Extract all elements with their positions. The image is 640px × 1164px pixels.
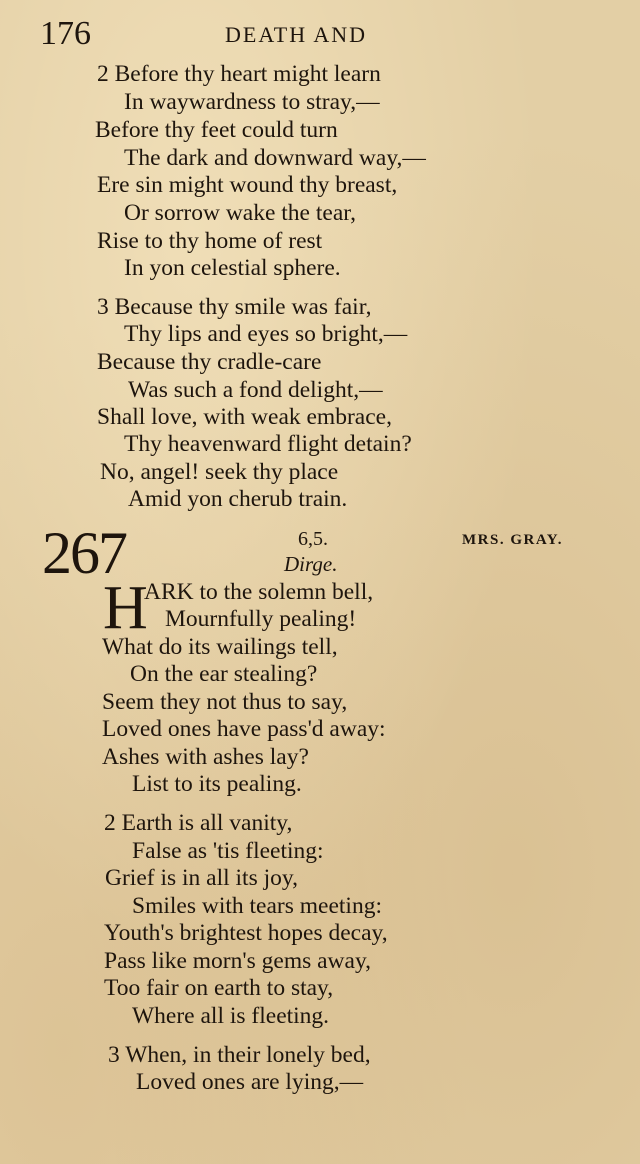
page-header xyxy=(0,14,640,54)
verse-line: Loved ones have pass'd away: xyxy=(102,716,386,742)
verse-line: ARK to the solemn bell, xyxy=(144,579,374,605)
verse-line: What do its wailings tell, xyxy=(102,634,338,660)
verse-line: Pass like morn's gems away, xyxy=(104,948,372,974)
hymn-number: 267 xyxy=(42,520,126,586)
verse-line: 3 Because thy smile was fair, xyxy=(97,294,372,320)
verse-line: 3 When, in their lonely bed, xyxy=(108,1042,371,1068)
verse-line: 2 Before thy heart might learn xyxy=(97,61,381,87)
verse-line: Thy lips and eyes so bright,— xyxy=(124,321,408,347)
verse-line: Youth's brightest hopes decay, xyxy=(104,920,388,946)
verse-line: Or sorrow wake the tear, xyxy=(124,200,357,226)
verse-line: Smiles with tears meeting: xyxy=(132,893,382,919)
verse-line: Thy heavenward flight detain? xyxy=(124,431,412,457)
verse-line: Ere sin might wound thy breast, xyxy=(97,172,398,198)
verse-line: Loved ones are lying,— xyxy=(136,1069,364,1095)
verse-line: Because thy cradle-care xyxy=(97,349,322,375)
verse-line: Seem they not thus to say, xyxy=(102,689,348,715)
verse-line: In waywardness to stray,— xyxy=(124,89,380,115)
hymn-author: MRS. GRAY. xyxy=(462,532,563,548)
verse-line: Too fair on earth to stay, xyxy=(104,975,334,1001)
page-number: 176 xyxy=(40,15,91,52)
verse-line: List to its pealing. xyxy=(132,771,302,797)
verse-line: False as 'tis fleeting: xyxy=(132,838,324,864)
running-title: DEATH AND xyxy=(225,22,368,47)
verse-line: Where all is fleeting. xyxy=(132,1003,330,1029)
verse-line: Before thy feet could turn xyxy=(95,117,338,143)
hymn-meter: 6,5. xyxy=(298,528,328,550)
verse-line: 2 Earth is all vanity, xyxy=(104,810,293,836)
verse-line: Rise to thy home of rest xyxy=(97,228,323,254)
verse-line: Shall love, with weak embrace, xyxy=(97,404,392,430)
verse-line: No, angel! seek thy place xyxy=(100,459,339,485)
verse-line: On the ear stealing? xyxy=(130,661,318,687)
verse-line: In yon celestial sphere. xyxy=(124,255,341,281)
verse-line: Mournfully pealing! xyxy=(165,606,357,632)
hymn-tune: Dirge. xyxy=(284,552,338,576)
drop-cap: H xyxy=(103,574,148,642)
verse-line: Grief is in all its joy, xyxy=(105,865,298,891)
verse-line: Was such a fond delight,— xyxy=(128,377,383,403)
verse-line: The dark and downward way,— xyxy=(124,145,426,171)
verse-line: Amid yon cherub train. xyxy=(128,486,348,512)
verse-line: Ashes with ashes lay? xyxy=(102,744,309,770)
